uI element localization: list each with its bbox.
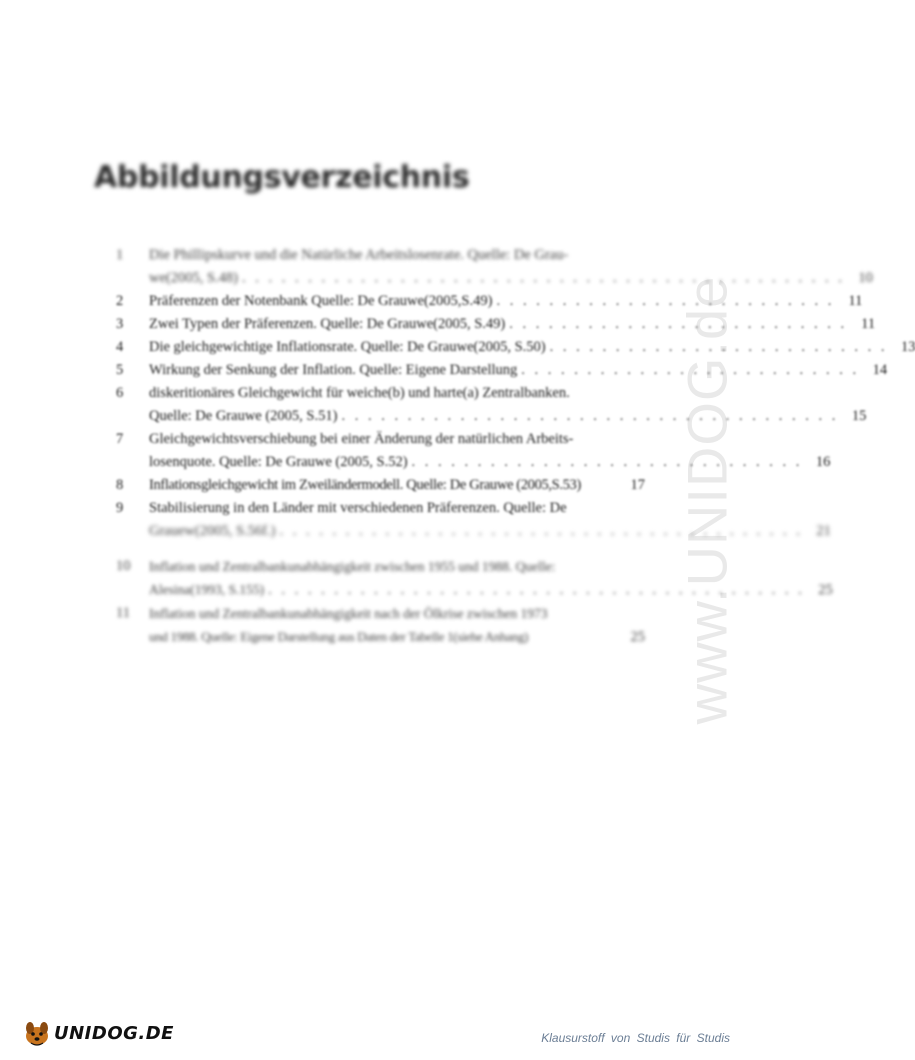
entry-title-continued: und 1988. Quelle: Eigene Darstellung aus Daten der Tabelle 1(siehe Anhang) (149, 629, 529, 644)
entry-title: Die Phillipskurve und die Natürliche Arbeitslosenrate. Quelle: De Grau- (149, 247, 569, 263)
entry-title-continued: losenquote. Quelle: De Grauwe (2005, S.52) (149, 454, 408, 470)
entry-number: 9 (116, 500, 124, 516)
dog-mascot-icon (22, 1018, 52, 1048)
entry-number: 11 (116, 605, 130, 621)
entry-number: 7 (116, 431, 124, 447)
entry-page: 16 (815, 454, 831, 470)
list-item: 5 Wirkung der Senkung der Inflation. Quelle: Eigene Darstellung . . . . . . . . . . . . . . . . . . . . . . . . . . 14 (116, 359, 656, 382)
entry-page: 25 (630, 629, 645, 645)
list-item: 4 Die gleichgewichtige Inflationsrate. Quelle: De Grauwe(2005, S.50) . . . . . . . . . . . . . . . . . . . . . . . . . . 13 (116, 336, 656, 359)
footer-tagline: Klausurstoff von Studis für Studis (541, 1031, 730, 1045)
entry-page: 13 (900, 339, 915, 355)
entry-title: Inflation und Zentralbankunabhängigkeit nach der Ölkrise zwischen 1973 (149, 606, 548, 621)
entry-title: diskeritionäres Gleichgewicht für weiche(b) und harte(a) Zentralbanken. (149, 385, 570, 401)
entry-number: 5 (116, 362, 124, 378)
entry-title-continued: Alesina(1993, S.155) (149, 582, 265, 597)
entry-page: 11 (848, 293, 863, 309)
unidog-logo[interactable] (22, 1016, 174, 1050)
list-item: 3 Zwei Typen der Präferenzen. Quelle: De Grauwe(2005, S.49) . . . . . . . . . . . . . . . . . . . . . . . . . . 11 (116, 313, 656, 336)
list-item: 2 Präferenzen der Notenbank Quelle: De Grauwe(2005,S.49) . . . . . . . . . . . . . . . . . . . . . . . . . . 11 (116, 290, 656, 313)
list-item: 6 diskeritionäres Gleichgewicht für weiche(b) und harte(a) Zentralbanken. Quelle: De Grauwe (2005, S.51) . . . . . . . . . . . . . . . . . . . . . . . . . . . . . . . . . . . . . . 15 (116, 382, 656, 428)
entry-page: 25 (818, 582, 833, 598)
entry-number: 10 (116, 558, 131, 574)
entry-page: 14 (872, 362, 888, 378)
entry-title-continued: we(2005, S.48) (149, 270, 239, 286)
entry-title: Die gleichgewichtige Inflationsrate. Quelle: De Grauwe(2005, S.50) (149, 339, 546, 355)
watermark: www.UNIDOG.de (675, 275, 739, 725)
entry-title: Inflation und Zentralbankunabhängigkeit zwischen 1955 und 1988. Quelle: (149, 559, 556, 574)
entry-page: 17 (630, 477, 645, 493)
entry-number: 8 (116, 477, 124, 493)
entry-page: 11 (861, 316, 876, 332)
entry-page: 21 (816, 523, 831, 539)
entry-title-continued: Grauew(2005, S.56f.) (149, 523, 276, 539)
entry-title: Inflationsgleichgewicht im Zweiländermodell. Quelle: De Grauwe (2005,S.53) (149, 477, 581, 493)
entry-title-continued: Quelle: De Grauwe (2005, S.51) (149, 408, 338, 424)
entry-number: 2 (116, 293, 124, 309)
entry-page: 15 (851, 408, 867, 424)
entry-title: Stabilisierung in den Länder mit verschiedenen Präferenzen. Quelle: De (149, 500, 567, 516)
list-item: 7 Gleichgewichtsverschiebung bei einer Änderung der natürlichen Arbeits- losenquote. Quelle: De Grauwe (2005, S.52) . . . . . . . . . . . . . . . . . . . . . . . . . . . . . . 16 (116, 428, 656, 474)
entry-number: 4 (116, 339, 124, 355)
list-item (116, 602, 656, 649)
entry-title: Gleichgewichtsverschiebung bei einer Änderung der natürlichen Arbeits- (149, 431, 574, 447)
list-item: 10 Inflation und Zentralbankunabhängigkeit zwischen 1955 und 1988. Quelle: Alesina(1993, S.155) . . . . . . . . . . . . . . . . . . . . . . . . . . . . . . . . . . . . . . . . . 25 (116, 555, 656, 602)
page-title: Abbildungsverzeichnis (94, 160, 470, 195)
logo-text: UNIDOG.DE (54, 1022, 174, 1044)
entry-number: 1 (116, 247, 124, 263)
list-item: 1 Die Phillipskurve und die Natürliche Arbeitslosenrate. Quelle: De Grau- we(2005, S.48) . . . . . . . . . . . . . . . . . . . . . . . . . . . . . . . . . . . . . . . . . . . . . . 10 (116, 244, 656, 290)
entry-title: Wirkung der Senkung der Inflation. Quelle: Eigene Darstellung (149, 362, 518, 378)
entry-page: 10 (858, 270, 873, 286)
entry-title: Zwei Typen der Präferenzen. Quelle: De Grauwe(2005, S.49) (149, 316, 506, 332)
entry-title: Präferenzen der Notenbank Quelle: De Grauwe(2005,S.49) (149, 293, 493, 309)
entry-number: 3 (116, 316, 124, 332)
list-item: 9 Stabilisierung in den Länder mit verschiedenen Präferenzen. Quelle: De Grauew(2005, S.56f.) . . . . . . . . . . . . . . . . . . . . . . . . . . . . . . . . . . . . . . . . 21 (116, 497, 656, 543)
entry-number: 6 (116, 385, 124, 401)
list-item (116, 474, 656, 497)
